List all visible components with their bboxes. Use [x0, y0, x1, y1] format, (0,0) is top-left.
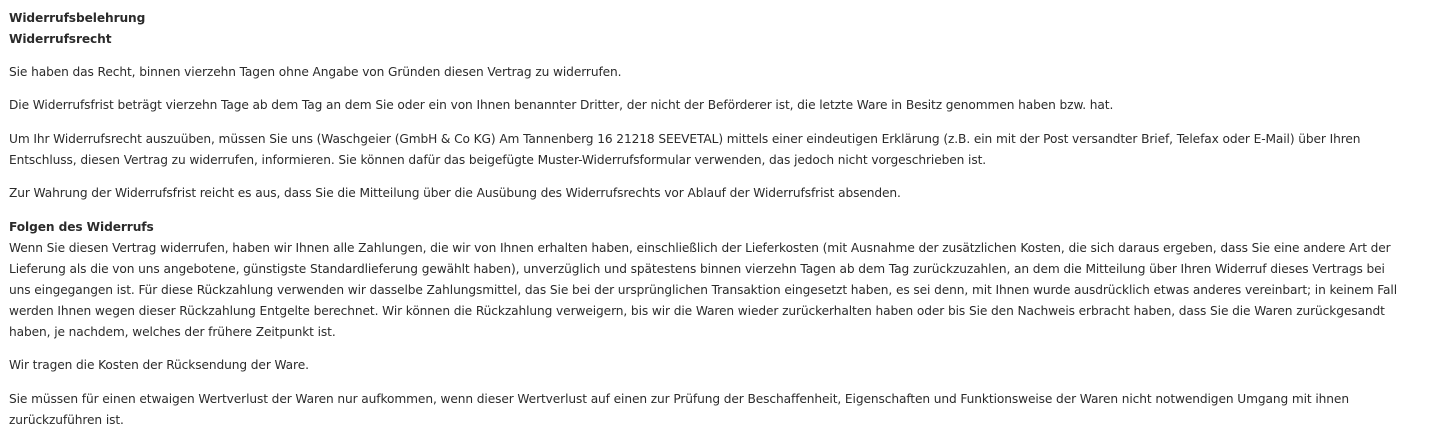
paragraph-refund: Wenn Sie diesen Vertrag widerrufen, haben wir Ihnen alle Zahlungen, die wir von Ihnen erhalten haben, einschließlich der Lieferkosten (mit Ausnahme der zusätzlichen Kosten, die sich daraus ergeben, dass Sie eine andere Art der Lieferung als die von uns angebotene, günstigste Standardlieferung gewählt haben), unverzüglich und spätestens binnen vierzehn Tagen ab dem Tag zurückzuzahlen, an dem die Mitteilung über Ihren Widerruf dieses Vertrags bei uns eingegangen ist. Für diese Rückzahlung verwenden wir dasselbe Zahlungsmittel, das Sie bei der ursprünglichen Transaktion eingesetzt haben, es sei denn, mit Ihnen wurde ausdrücklich etwas anderes vereinbart; in keinem Fall werden Ihnen wegen dieser Rückzahlung Entgelte berechnet. Wir können die Rückzahlung verweigern, bis wir die Waren wieder zurückerhalten haben oder bis Sie den Nachweis erbracht haben, dass Sie die Waren zurückgesandt haben, je nachdem, welches der frühere Zeitpunkt ist. — [9, 240, 1397, 339]
document-title: Widerrufsbelehrung — [9, 11, 146, 25]
paragraph-withdrawal-period: Die Widerrufsfrist beträgt vierzehn Tage ab dem Tag an dem Sie oder ein von Ihnen benannter Dritter, der nicht der Beförderer ist, die letzte Ware in Besitz genommen haben bzw. hat. — [9, 98, 1114, 112]
paragraph-value-loss: Sie müssen für einen etwaigen Wertverlust der Waren nur aufkommen, wenn dieser Wertverlust auf einen zur Prüfung der Beschaffenheit, Eigenschaften und Funktionsweise der Waren nicht notwendigen Umgang mit ihnen zurückzuführen ist. — [9, 391, 1349, 427]
section-consequences — [9, 217, 1407, 343]
heading-block — [9, 8, 1407, 50]
section-heading-folgen: Folgen des Widerrufs — [9, 219, 154, 234]
paragraph-how-to-withdraw: Um Ihr Widerrufsrecht auszuüben, müssen Sie uns (Waschgeier (GmbH & Co KG) Am Tannenberg 16 21218 SEEVETAL) mittels einer eindeutigen Erklärung (z.B. ein mit der Post versandter Brief, Telefax oder E-Mail) über Ihren Entschluss, diesen Vertrag zu widerrufen, informieren. Sie können dafür das beigefügte Muster-Widerrufsformular verwenden, das jedoch nicht vorgeschrieben ist. — [9, 131, 1361, 167]
paragraph-return-costs: Wir tragen die Kosten der Rücksendung der Ware. — [9, 358, 309, 372]
paragraph-deadline-compliance: Zur Wahrung der Widerrufsfrist reicht es aus, dass Sie die Mitteilung über die Ausübung des Widerrufsrechts vor Ablauf der Widerrufsfrist absenden. — [9, 186, 901, 200]
paragraph-right-of-withdrawal: Sie haben das Recht, binnen vierzehn Tagen ohne Angabe von Gründen diesen Vertrag zu widerrufen. — [9, 64, 622, 79]
section-heading-widerrufsrecht: Widerrufsrecht — [9, 32, 112, 46]
